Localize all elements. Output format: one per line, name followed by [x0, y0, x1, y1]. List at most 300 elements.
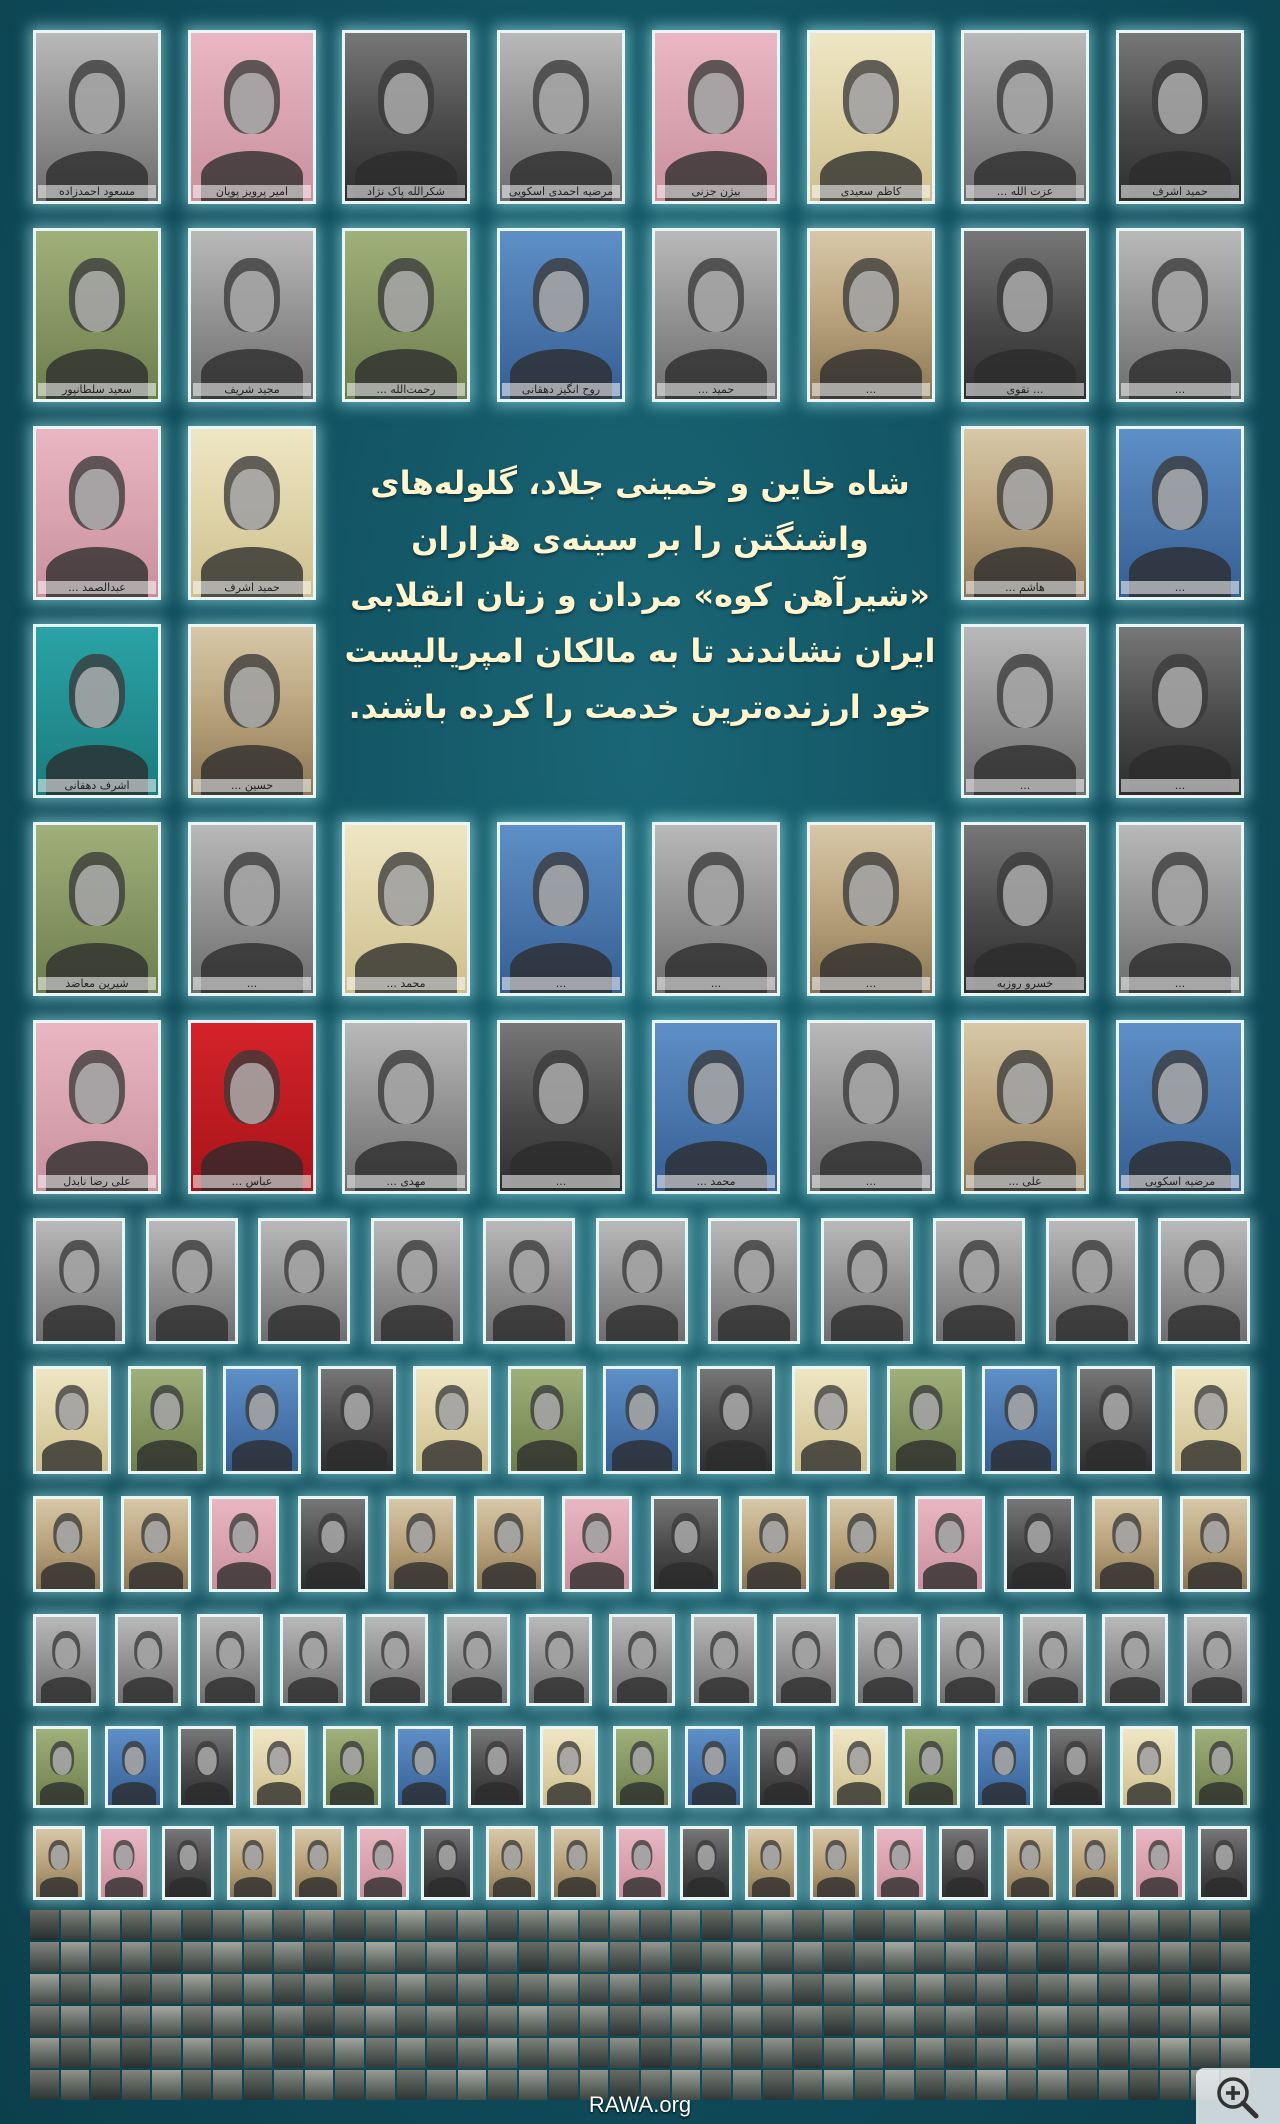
- mosaic-tile: [1191, 1910, 1220, 1940]
- portrait-photo: [745, 1826, 797, 1900]
- portrait-face: [849, 1063, 893, 1123]
- mosaic-tile: [1008, 1942, 1037, 1972]
- portrait-face: [219, 1638, 241, 1669]
- portrait-face: [144, 1521, 167, 1553]
- mosaic-tile: [213, 1942, 242, 1972]
- portrait-photo: [1133, 1826, 1185, 1900]
- portrait-face: [230, 667, 274, 727]
- portrait-photo: [280, 1614, 346, 1706]
- portrait-photo: [1158, 1218, 1250, 1344]
- portrait-face: [249, 1393, 275, 1430]
- portrait-face: [1115, 1521, 1138, 1553]
- mosaic-tile: [1008, 2038, 1037, 2068]
- portrait-face: [698, 1845, 715, 1869]
- portrait-caption: اشرف دهقانی: [38, 779, 156, 792]
- portrait-face: [1158, 469, 1202, 529]
- portrait-caption: ...: [812, 383, 930, 396]
- portrait-face: [818, 1393, 844, 1430]
- portrait-face: [964, 1250, 995, 1293]
- portrait-caption: علی رضا نابدل: [38, 1175, 156, 1188]
- portrait-photo: [342, 1020, 470, 1194]
- portrait-face: [289, 1250, 320, 1293]
- portrait-photo: [1116, 1020, 1244, 1194]
- portrait-shoulders: [381, 1305, 453, 1341]
- mosaic-tile: [122, 1942, 151, 1972]
- portrait-photo: [613, 1726, 671, 1808]
- portrait-face: [1087, 1845, 1104, 1869]
- portrait-shoulders: [620, 1782, 664, 1805]
- mosaic-tile: [61, 2006, 90, 2036]
- portrait-photo: [1120, 1726, 1178, 1808]
- portrait-shoulders: [41, 1677, 91, 1703]
- portrait-photo: [961, 624, 1089, 798]
- mosaic-tile: [152, 1974, 181, 2004]
- portrait-shoulders: [718, 1305, 790, 1341]
- mosaic-tile: [61, 2038, 90, 2068]
- portrait-face: [569, 1845, 586, 1869]
- portrait-face: [402, 1250, 433, 1293]
- portrait-face: [64, 1250, 95, 1293]
- mosaic-tile: [855, 1942, 884, 1972]
- portrait-photo: [961, 228, 1089, 402]
- mosaic-tile: [946, 1910, 975, 1940]
- portrait-face: [230, 1063, 274, 1123]
- mosaic-tile: [91, 1910, 120, 1940]
- mosaic-tile: [458, 1910, 487, 1940]
- portrait-shoulders: [112, 1782, 156, 1805]
- portrait-caption: روح انگیز دهقانی: [502, 383, 620, 396]
- mosaic-tile: [855, 1910, 884, 1940]
- mosaic-tile: [30, 2038, 59, 2068]
- mosaic-tile: [335, 2038, 364, 2068]
- mosaic-tile: [1038, 2006, 1067, 2036]
- portrait-shoulders: [534, 1677, 584, 1703]
- portrait-face: [849, 271, 893, 331]
- portrait-photo: [874, 1826, 926, 1900]
- portrait-shoulders: [881, 1877, 920, 1897]
- portrait-caption: مرضیه احمدی اسکویی: [502, 185, 620, 198]
- headline-line: واشنگتن را بر سینه‌ی هزاران: [411, 520, 869, 558]
- mosaic-tile: [672, 1942, 701, 1972]
- mosaic-tile: [244, 1974, 273, 2004]
- portrait-photo: [1116, 30, 1244, 204]
- portrait-face: [850, 1747, 869, 1774]
- portrait-photo: [421, 1826, 473, 1900]
- portrait-face: [75, 271, 119, 331]
- portrait-caption: محمد ...: [347, 977, 465, 990]
- mosaic-tile: [1160, 2006, 1189, 2036]
- portrait-face: [957, 1845, 974, 1869]
- mosaic-tile: [1160, 1974, 1189, 2004]
- portrait-photo: [318, 1366, 396, 1474]
- mosaic-tile: [1099, 1974, 1128, 2004]
- mosaic-tile: [366, 2038, 395, 2068]
- portrait-shoulders: [1140, 1877, 1179, 1897]
- portrait-face: [504, 1845, 521, 1869]
- portrait-photo: [1004, 1496, 1074, 1592]
- portrait-face: [849, 73, 893, 133]
- mosaic-tile: [763, 1910, 792, 1940]
- mosaic-tile: [1221, 1942, 1250, 1972]
- portrait-photo: [982, 1366, 1060, 1474]
- mosaic-tile: [427, 1974, 456, 2004]
- portrait-face: [439, 1393, 465, 1430]
- portrait-face: [560, 1747, 579, 1774]
- portrait-shoulders: [896, 1440, 957, 1471]
- portrait-shoulders: [863, 1677, 913, 1703]
- mosaic-tile: [91, 2038, 120, 2068]
- portrait-mosaic: [30, 1910, 1250, 2100]
- portrait-face: [539, 73, 583, 133]
- mosaic-tile: [946, 1942, 975, 1972]
- portrait-photo: [810, 1826, 862, 1900]
- portrait-photo: [497, 1020, 625, 1194]
- mosaic-tile: [427, 2038, 456, 2068]
- mosaic-tile: [610, 1942, 639, 1972]
- portrait-photo: [1180, 1496, 1250, 1592]
- portrait-face: [56, 1521, 79, 1553]
- portrait-shoulders: [606, 1305, 678, 1341]
- portrait-photo: [33, 1020, 161, 1194]
- portrait-shoulders: [370, 1677, 420, 1703]
- portrait-shoulders: [909, 1782, 953, 1805]
- portrait-face: [230, 271, 274, 331]
- portrait-shoulders: [706, 1440, 767, 1471]
- portrait-face: [137, 1638, 159, 1669]
- portrait-shoulders: [570, 1562, 624, 1589]
- portrait-photo: [508, 1366, 586, 1474]
- portrait-photo: [33, 1218, 125, 1344]
- mosaic-tile: [366, 2006, 395, 2036]
- portrait-face: [75, 73, 119, 133]
- mosaic-tile: [488, 1910, 517, 1940]
- mosaic-tile: [641, 2006, 670, 2036]
- portrait-photo: [188, 30, 316, 204]
- portrait-face: [497, 1521, 520, 1553]
- portrait-shoulders: [299, 1877, 338, 1897]
- portrait-face: [310, 1845, 327, 1869]
- mosaic-tile: [1099, 1942, 1128, 1972]
- portrait-photo: [33, 1366, 111, 1474]
- mosaic-tile: [885, 1974, 914, 2004]
- portrait-face: [55, 1638, 77, 1669]
- portrait-face: [245, 1845, 262, 1869]
- portrait-shoulders: [42, 1440, 103, 1471]
- portrait-face: [548, 1638, 570, 1669]
- portrait-photo: [292, 1826, 344, 1900]
- portrait-caption: مهدی ...: [347, 1175, 465, 1188]
- portrait-photo: [616, 1826, 668, 1900]
- portrait-face: [384, 1063, 428, 1123]
- portrait-photo: [188, 228, 316, 402]
- portrait-face: [514, 1250, 545, 1293]
- mosaic-tile: [305, 1942, 334, 1972]
- mosaic-tile: [397, 1974, 426, 2004]
- portrait-face: [1140, 1747, 1159, 1774]
- portrait-photo: [323, 1726, 381, 1808]
- portrait-face: [627, 1250, 658, 1293]
- portrait-photo: [652, 228, 780, 402]
- portrait-caption: ...: [1121, 581, 1239, 594]
- mosaic-tile: [183, 1974, 212, 2004]
- mosaic-tile: [580, 1942, 609, 1972]
- portrait-face: [1206, 1638, 1228, 1669]
- portrait-face: [1003, 1063, 1047, 1123]
- mosaic-tile: [519, 1974, 548, 2004]
- mosaic-tile: [641, 2038, 670, 2068]
- portrait-shoulders: [493, 1877, 532, 1897]
- portrait-photo: [792, 1366, 870, 1474]
- portrait-caption: عبدالصمد ...: [38, 581, 156, 594]
- mosaic-tile: [549, 1942, 578, 1972]
- mosaic-tile: [488, 2006, 517, 2036]
- portrait-photo: [830, 1726, 888, 1808]
- portrait-photo: [1192, 1726, 1250, 1808]
- portrait-photo: [757, 1726, 815, 1808]
- mosaic-tile: [1008, 1974, 1037, 2004]
- portrait-face: [539, 865, 583, 925]
- mosaic-tile: [397, 1942, 426, 1972]
- mosaic-tile: [519, 2006, 548, 2036]
- portrait-photo: [1116, 822, 1244, 996]
- mosaic-tile: [1069, 2006, 1098, 2036]
- portrait-face: [180, 1845, 197, 1869]
- portrait-face: [694, 73, 738, 133]
- mosaic-tile: [519, 2038, 548, 2068]
- portrait-shoulders: [428, 1877, 467, 1897]
- portrait-face: [230, 469, 274, 529]
- mosaic-tile: [1221, 1910, 1250, 1940]
- portrait-photo: [596, 1218, 688, 1344]
- portrait-face: [232, 1521, 255, 1553]
- portrait-photo: [227, 1826, 279, 1900]
- mosaic-tile: [61, 1942, 90, 1972]
- portrait-shoulders: [1110, 1677, 1160, 1703]
- portrait-face: [75, 667, 119, 727]
- portrait-face: [1077, 1250, 1108, 1293]
- portrait-photo: [1069, 1826, 1121, 1900]
- mosaic-tile: [549, 1910, 578, 1940]
- mosaic-tile: [397, 2038, 426, 2068]
- portrait-face: [466, 1638, 488, 1669]
- mosaic-tile: [977, 2038, 1006, 2068]
- mosaic-tile: [30, 1974, 59, 2004]
- mosaic-tile: [824, 1974, 853, 2004]
- portrait-shoulders: [402, 1782, 446, 1805]
- portrait-photo: [250, 1726, 308, 1808]
- mosaic-tile: [91, 2006, 120, 2036]
- portrait-photo: [128, 1366, 206, 1474]
- portrait-photo: [146, 1218, 238, 1344]
- portrait-face: [1198, 1393, 1224, 1430]
- mosaic-tile: [916, 1910, 945, 1940]
- portrait-photo: [1046, 1218, 1138, 1344]
- portrait-shoulders: [40, 1782, 84, 1805]
- portrait-shoulders: [781, 1677, 831, 1703]
- portrait-face: [177, 1250, 208, 1293]
- portrait-shoulders: [205, 1677, 255, 1703]
- portrait-shoulders: [831, 1305, 903, 1341]
- portrait-shoulders: [612, 1440, 673, 1471]
- portrait-face: [384, 865, 428, 925]
- portrait-photo: [1116, 228, 1244, 402]
- mosaic-tile: [427, 1942, 456, 1972]
- portrait-shoulders: [137, 1440, 198, 1471]
- mosaic-tile: [1191, 2038, 1220, 2068]
- portrait-caption: خسرو روزبه: [966, 977, 1084, 990]
- portrait-photo: [855, 1614, 921, 1706]
- mosaic-tile: [1038, 1942, 1067, 1972]
- portrait-photo: [652, 822, 780, 996]
- portrait-face: [488, 1747, 507, 1774]
- portrait-shoulders: [268, 1305, 340, 1341]
- mosaic-tile: [1008, 1910, 1037, 1940]
- portrait-photo: [961, 30, 1089, 204]
- portrait-caption: حمید اشرف: [1121, 185, 1239, 198]
- portrait-photo: [98, 1826, 150, 1900]
- portrait-face: [913, 1393, 939, 1430]
- mosaic-tile: [366, 1910, 395, 1940]
- portrait-face: [384, 271, 428, 331]
- portrait-shoulders: [747, 1562, 801, 1589]
- mosaic-tile: [1160, 2038, 1189, 2068]
- portrait-photo: [807, 822, 935, 996]
- portrait-photo: [105, 1726, 163, 1808]
- mosaic-tile: [855, 2006, 884, 2036]
- portrait-photo: [371, 1218, 463, 1344]
- portrait-shoulders: [517, 1440, 578, 1471]
- portrait-shoulders: [1100, 1562, 1154, 1589]
- mosaic-tile: [1069, 1942, 1098, 1972]
- portrait-face: [694, 271, 738, 331]
- portrait-face: [125, 1747, 144, 1774]
- portrait-face: [892, 1845, 909, 1869]
- zoom-button[interactable]: [1196, 2068, 1280, 2124]
- portrait-shoulders: [991, 1440, 1052, 1471]
- mosaic-tile: [977, 2006, 1006, 2036]
- mosaic-tile: [733, 2006, 762, 2036]
- portrait-photo: [697, 1366, 775, 1474]
- portrait-face: [230, 865, 274, 925]
- mosaic-tile: [1130, 2038, 1159, 2068]
- mosaic-tile: [1038, 2038, 1067, 2068]
- portrait-shoulders: [185, 1782, 229, 1805]
- portrait-shoulders: [1181, 1440, 1242, 1471]
- portrait-shoulders: [234, 1877, 273, 1897]
- mosaic-tile: [672, 2006, 701, 2036]
- portrait-face: [439, 1845, 456, 1869]
- mosaic-tile: [1130, 1910, 1159, 1940]
- portrait-face: [631, 1638, 653, 1669]
- mosaic-tile: [274, 2038, 303, 2068]
- portrait-photo: [1184, 1614, 1250, 1706]
- mosaic-tile: [885, 1942, 914, 1972]
- portrait-face: [1067, 1747, 1086, 1774]
- mosaic-tile: [763, 1974, 792, 2004]
- portrait-photo: [551, 1826, 603, 1900]
- portrait-face: [723, 1393, 749, 1430]
- portrait-shoulders: [923, 1562, 977, 1589]
- mosaic-tile: [916, 2038, 945, 2068]
- portrait-shoulders: [217, 1562, 271, 1589]
- portrait-shoulders: [1028, 1677, 1078, 1703]
- portrait-photo: [609, 1614, 675, 1706]
- mosaic-tile: [1130, 1974, 1159, 2004]
- mosaic-tile: [274, 1910, 303, 1940]
- portrait-photo: [807, 1020, 935, 1194]
- mosaic-tile: [1038, 1974, 1067, 2004]
- portrait-photo: [1004, 1826, 1056, 1900]
- mosaic-tile: [305, 2038, 334, 2068]
- portrait-photo: [188, 426, 316, 600]
- portrait-face: [877, 1638, 899, 1669]
- portrait-photo: [298, 1496, 368, 1592]
- mosaic-tile: [427, 1910, 456, 1940]
- mosaic-tile: [335, 1910, 364, 1940]
- portrait-photo: [362, 1614, 428, 1706]
- mosaic-tile: [1069, 1974, 1098, 2004]
- portrait-caption: ...: [812, 977, 930, 990]
- portrait-face: [270, 1747, 289, 1774]
- headline-line: شاه خاین و خمینی جلاد، گلوله‌های: [370, 464, 910, 502]
- mosaic-tile: [672, 1910, 701, 1940]
- mosaic-tile: [702, 2006, 731, 2036]
- portrait-photo: [33, 1496, 103, 1592]
- portrait-face: [762, 1521, 785, 1553]
- portrait-photo: [1172, 1366, 1250, 1474]
- portrait-face: [739, 1250, 770, 1293]
- portrait-caption: ...: [502, 977, 620, 990]
- portrait-caption: مسعود احمدزاده: [38, 185, 156, 198]
- portrait-caption: رحمت‌الله ...: [347, 383, 465, 396]
- mosaic-tile: [244, 1910, 273, 1940]
- portrait-photo: [395, 1726, 453, 1808]
- portrait-photo: [1077, 1366, 1155, 1474]
- mosaic-tile: [152, 1942, 181, 1972]
- mosaic-tile: [152, 1910, 181, 1940]
- portrait-shoulders: [169, 1877, 208, 1897]
- mosaic-tile: [152, 2038, 181, 2068]
- portrait-photo: [483, 1218, 575, 1344]
- portrait-face: [1158, 667, 1202, 727]
- portrait-face: [154, 1393, 180, 1430]
- mosaic-tile: [1099, 2038, 1128, 2068]
- portrait-face: [116, 1845, 133, 1869]
- portrait-photo: [33, 1726, 91, 1808]
- mosaic-tile: [274, 1974, 303, 2004]
- portrait-photo: [474, 1496, 544, 1592]
- portrait-shoulders: [1188, 1562, 1242, 1589]
- mosaic-tile: [61, 1974, 90, 2004]
- portrait-shoulders: [1056, 1305, 1128, 1341]
- headline-line: خود ارزنده‌ترین خدمت را کرده باشند.: [348, 688, 932, 726]
- mosaic-tile: [397, 1910, 426, 1940]
- portrait-photo: [807, 30, 935, 204]
- portrait-face: [1151, 1845, 1168, 1869]
- mosaic-tile: [91, 1942, 120, 1972]
- portrait-photo: [939, 1826, 991, 1900]
- mosaic-tile: [519, 1942, 548, 1972]
- portrait-photo: [188, 624, 316, 798]
- portrait-face: [1158, 73, 1202, 133]
- portrait-face: [694, 1063, 738, 1123]
- portrait-face: [302, 1638, 324, 1669]
- portrait-face: [415, 1747, 434, 1774]
- mosaic-tile: [213, 1910, 242, 1940]
- portrait-photo: [1116, 426, 1244, 600]
- portrait-photo: [115, 1614, 181, 1706]
- portrait-shoulders: [764, 1782, 808, 1805]
